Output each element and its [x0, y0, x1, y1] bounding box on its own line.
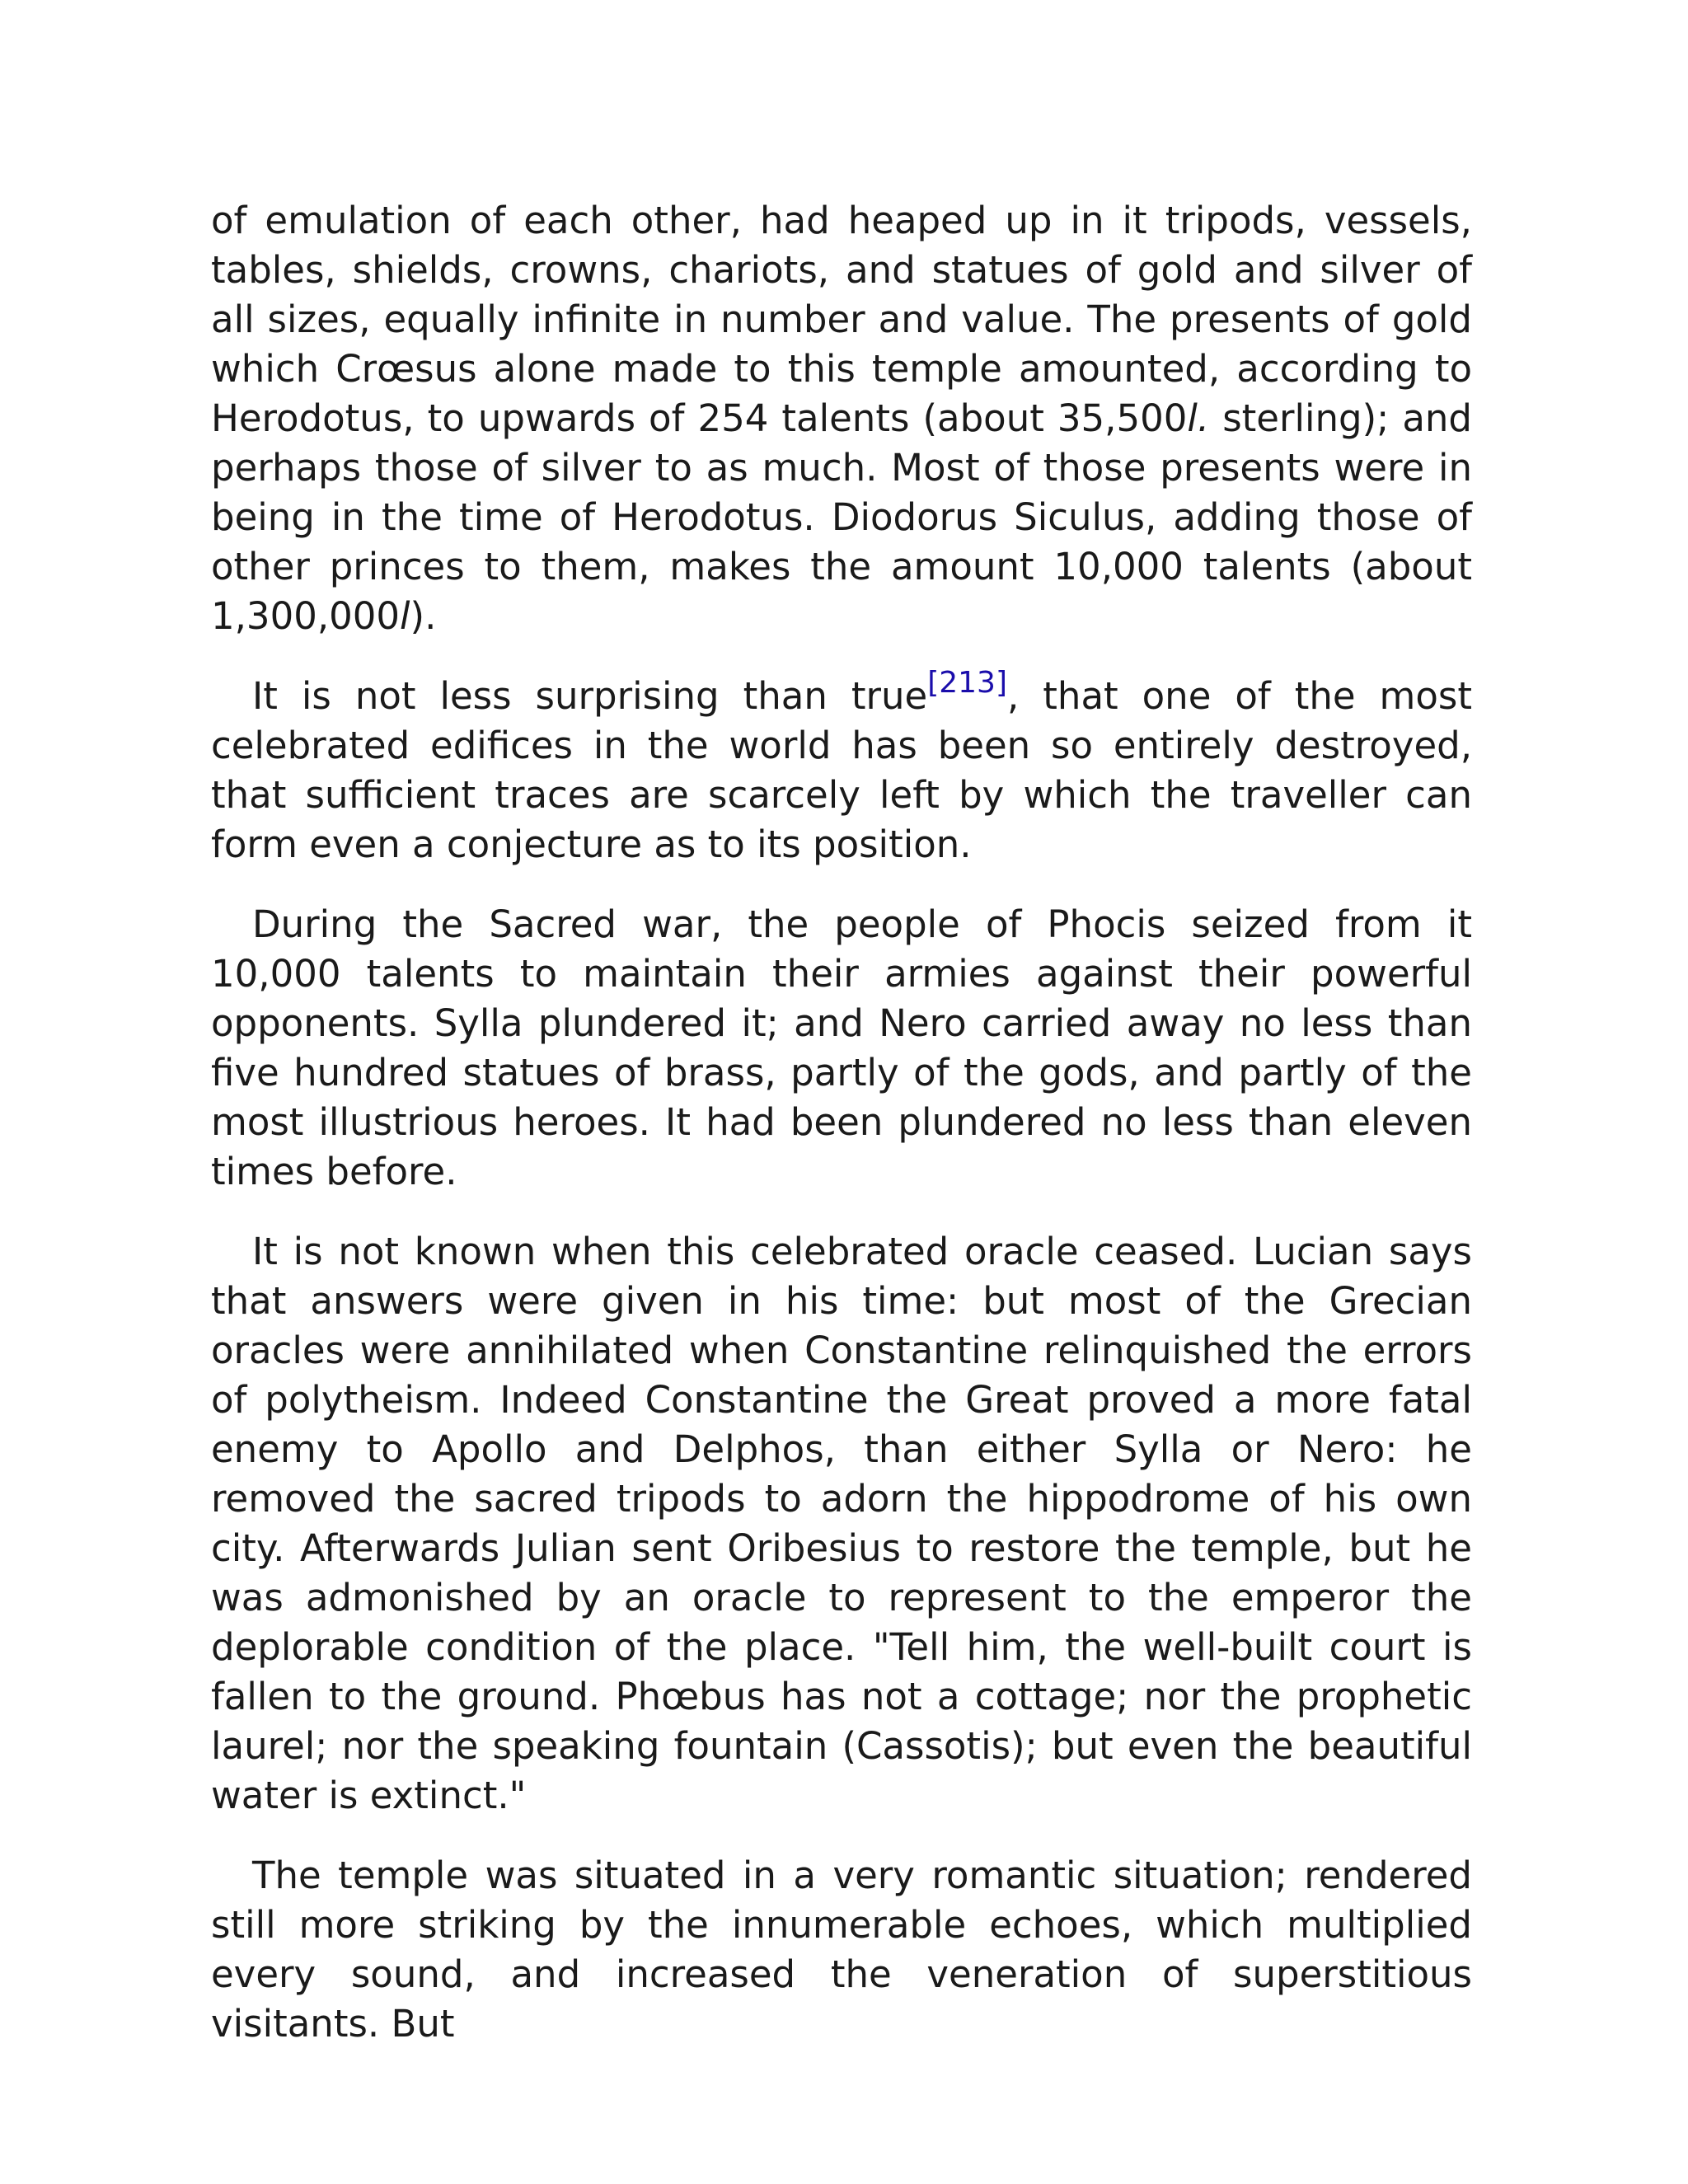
paragraph-3: During the Sacred war, the people of Phocis seized from it 10,000 talents to maintain their armies against their powerful opponents. Sylla plundered it; and Nero carried away no less than five hundred statues of brass, partly of the gods, and partly of the most illustrious heroes. It had been plundered no less than eleven times before.	[211, 902, 1472, 1193]
paragraph-1-italic-l-2: l	[400, 594, 410, 638]
paragraph-1	[211, 196, 1472, 641]
paragraph-1-italic-l: l.	[1187, 396, 1210, 440]
paragraph-1-text-3: ).	[410, 594, 437, 638]
paragraph-5: The temple was situated in a very romantic situation; rendered still more striking by the innumerable echoes, which multiplied every sound, and increased the veneration of superstitious visitants. But	[211, 1854, 1472, 2046]
paragraph-2-before: It is not less surprising than true	[252, 674, 928, 718]
paragraph-1-text-2: sterling); and perhaps those of silver to as much. Most of those presents were in being in the time of Herodotus. Diodorus Siculus, adding those of other princes to them, makes the amount 10,000 talents (about 1,300,000	[211, 396, 1472, 638]
paragraph-2-after: , that one of the most celebrated edifices in the world has been so entirely destroyed, that sufficient traces are scarcely left by which the traveller can form even a conjecture as to its position.	[211, 674, 1472, 866]
paragraph-1-text: of emulation of each other, had heaped up in it tripods, vessels, tables, shields, crowns, chariots, and statues of gold and silver of all sizes, equally infinite in number and value. The presents of gold which Crœsus alone made to this temple amounted, according to Herodotus, to upwards of 254 talents (about 35,500	[211, 199, 1472, 440]
footnote-ref-213[interactable]: [213]	[927, 666, 1007, 701]
page-body	[211, 196, 1472, 2049]
paragraph-4: It is not known when this celebrated oracle ceased. Lucian says that answers were given in his time: but most of the Grecian oracles were annihilated when Constantine relinquished the errors of polytheism. Indeed Constantine the Great proved a more fatal enemy to Apollo and Delphos, than either Sylla or Nero: he removed the sacred tripods to adorn the hippodrome of his own city. Afterwards Julian sent Oribesius to restore the temple, but he was admonished by an oracle to represent to the emperor the deplorable condition of the place. "Tell him, the well-built court is fallen to the ground. Phœbus has not a cottage; nor the prophetic laurel; nor the speaking fountain (Cassotis); but even the beautiful water is extinct."	[211, 1230, 1472, 1817]
paragraph-2	[211, 666, 1472, 869]
